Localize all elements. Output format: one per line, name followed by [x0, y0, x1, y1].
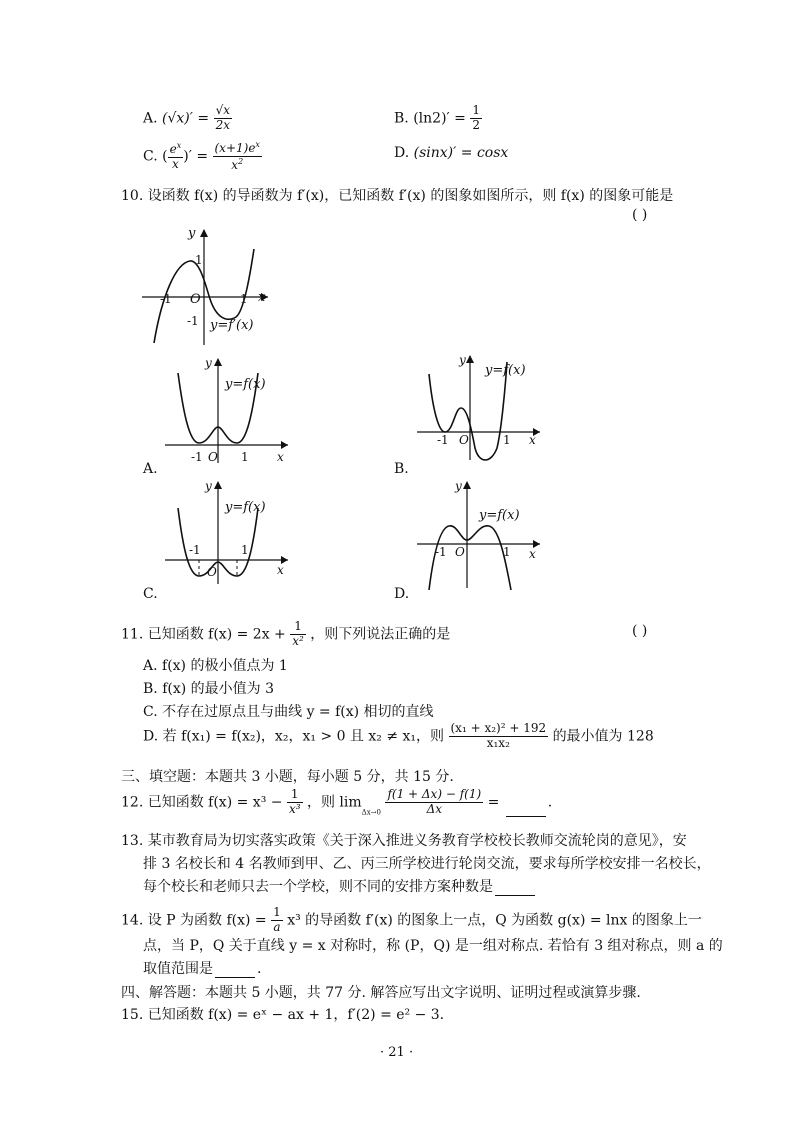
q13-line3: 每个校长和老师只去一个学校，则不同的安排方案种数是: [143, 876, 537, 896]
y-tick-neg1: -1: [187, 314, 199, 328]
q14-line2: 点，当 P，Q 关于直线 y = x 对称时，称 (P，Q) 是一组对称点. 若恰有 3 组对称点，则 a 的: [143, 938, 723, 954]
tick-1: 1: [241, 450, 249, 464]
curve-label: y=f′(x): [210, 318, 254, 333]
q10-derivative-graph: [140, 225, 275, 350]
q14-line3: 取值范围是 .: [143, 961, 262, 977]
y-axis-arrow: [214, 481, 222, 489]
q13-line1: 13. 某市教育局为切实落实政策《关于深入推进义务教育学校校长教师交流轮岗的意见》，安: [121, 833, 687, 849]
q11-option-c: C. 不存在过原点且与曲线 y = f(x) 相切的直线: [143, 704, 434, 720]
section-3-heading: 三、填空题：本题共 3 小题，每小题 5 分，共 15 分.: [121, 769, 454, 785]
q11-stem: 11. 已知函数 f(x) = 2x + $\frac{1}{\text{x²}}$ ，则下列说法正确的是: [121, 619, 451, 648]
q9-option-a: A. (√x)′ = $\frac{√x}{2x}$: [143, 103, 230, 132]
curve-label: y=f(x): [225, 500, 266, 515]
q10-stem: 10. 设函数 f(x) 的导函数为 f′(x)，已知函数 f′(x) 的图象如图所示，则 f(x) 的图象可能是: [121, 188, 674, 204]
y-label: y: [205, 356, 212, 370]
curve-label: y=f(x): [479, 508, 520, 523]
q11-answer-paren: ( ): [632, 623, 648, 639]
origin-label: O: [455, 545, 465, 559]
q14-answer-blank[interactable]: [215, 976, 255, 978]
x-label: x: [529, 547, 536, 561]
x-label: x: [529, 433, 536, 447]
y-axis-arrow: [200, 229, 208, 237]
origin-label: O: [207, 565, 217, 579]
y-axis-arrow: [463, 481, 471, 489]
q10-answer-paren: ( ): [632, 207, 648, 223]
q10-option-b-graph: [415, 352, 545, 464]
curve-label: y=f(x): [485, 363, 526, 378]
y-axis-arrow: [214, 358, 222, 366]
tick-1: 1: [503, 433, 511, 447]
q9-option-c: C. ( $\frac{e^x}{x}$ )′ = $\frac{(x+1)e^x}{x^2}$: [143, 140, 260, 172]
q11-option-b: B. f(x) 的最小值为 3: [143, 681, 274, 697]
q11-option-d: D. 若 f(x₁) = f(x₂)，x₂，x₁ > 0 且 x₂ ≠ x₁，则 $\frac{\text{(x₁ + x₂)² + 192}}{\text{x₁x₂}}$ 的最小值为 128: [143, 721, 654, 750]
origin-label: O: [208, 450, 218, 464]
tick-neg1: -1: [160, 292, 172, 306]
y-tick-1: 1: [195, 253, 203, 267]
q10-option-a-graph: [163, 355, 293, 467]
q10-option-d-label: D.: [394, 586, 410, 602]
q11-option-a: A. f(x) 的极小值点为 1: [143, 658, 288, 674]
tick-neg1: -1: [191, 450, 203, 464]
tick-1: 1: [503, 545, 511, 559]
q10-option-d-graph: [415, 478, 545, 590]
q9-option-b: B. (ln2)′ = $\frac{1}{2}$: [394, 103, 480, 132]
page-number: · 21 ·: [380, 1045, 414, 1060]
q10-option-a-label: A.: [143, 461, 158, 477]
q13-line2: 排 3 名校长和 4 名教师到甲、乙、丙三所学校进行轮岗交流，要求每所学校安排一名校长，: [143, 856, 711, 872]
q10-option-b-label: B.: [394, 461, 409, 477]
origin-label: O: [459, 433, 469, 447]
y-axis-arrow: [466, 355, 474, 363]
tick-1: 1: [241, 543, 249, 557]
origin-label: O: [190, 292, 201, 307]
q15-stem: 15. 已知函数 f(x) = eˣ − ax + 1，f′(2) = e² − 3.: [121, 1007, 445, 1023]
y-label: y: [455, 479, 462, 493]
y-label: y: [188, 226, 196, 241]
curve-label: y=f(x): [225, 377, 266, 392]
x-axis-arrow: [281, 441, 288, 449]
section-4-heading: 四、解答题：本题共 5 小题，共 77 分. 解答应写出文字说明、证明过程或演算步骤.: [121, 985, 641, 1001]
y-label: y: [459, 353, 466, 367]
tick-neg1: -1: [437, 433, 449, 447]
x-label: x: [258, 290, 266, 305]
tick-neg1: -1: [435, 545, 447, 559]
q10-option-c-label: C.: [143, 586, 158, 602]
q14-line1: 14. 设 P 为函数 f(x) = $\frac{1}{a}$ x³ 的导函数 f′(x) 的图象上一点，Q 为函数 g(x) = lnx 的图象上一: [121, 905, 702, 934]
tick-neg1: -1: [189, 543, 201, 557]
q9-option-d: D. (sinx)′ = cosx: [394, 145, 509, 161]
q13-answer-blank[interactable]: [495, 894, 535, 896]
x-label: x: [277, 450, 284, 464]
q12-answer-blank[interactable]: [506, 815, 546, 817]
y-label: y: [205, 479, 212, 493]
x-label: x: [277, 563, 284, 577]
tick-1: 1: [240, 292, 248, 306]
q10-option-c-graph: [163, 478, 293, 586]
q12: 12. 已知函数 f(x) = x³ − $\frac{1}{\text{x³}}$ ，则 $\lim_{\Delta x\to 0}$ $\frac{f(1 + \Delta x) - f(1)}{\Delta x}$ = .: [121, 787, 553, 817]
